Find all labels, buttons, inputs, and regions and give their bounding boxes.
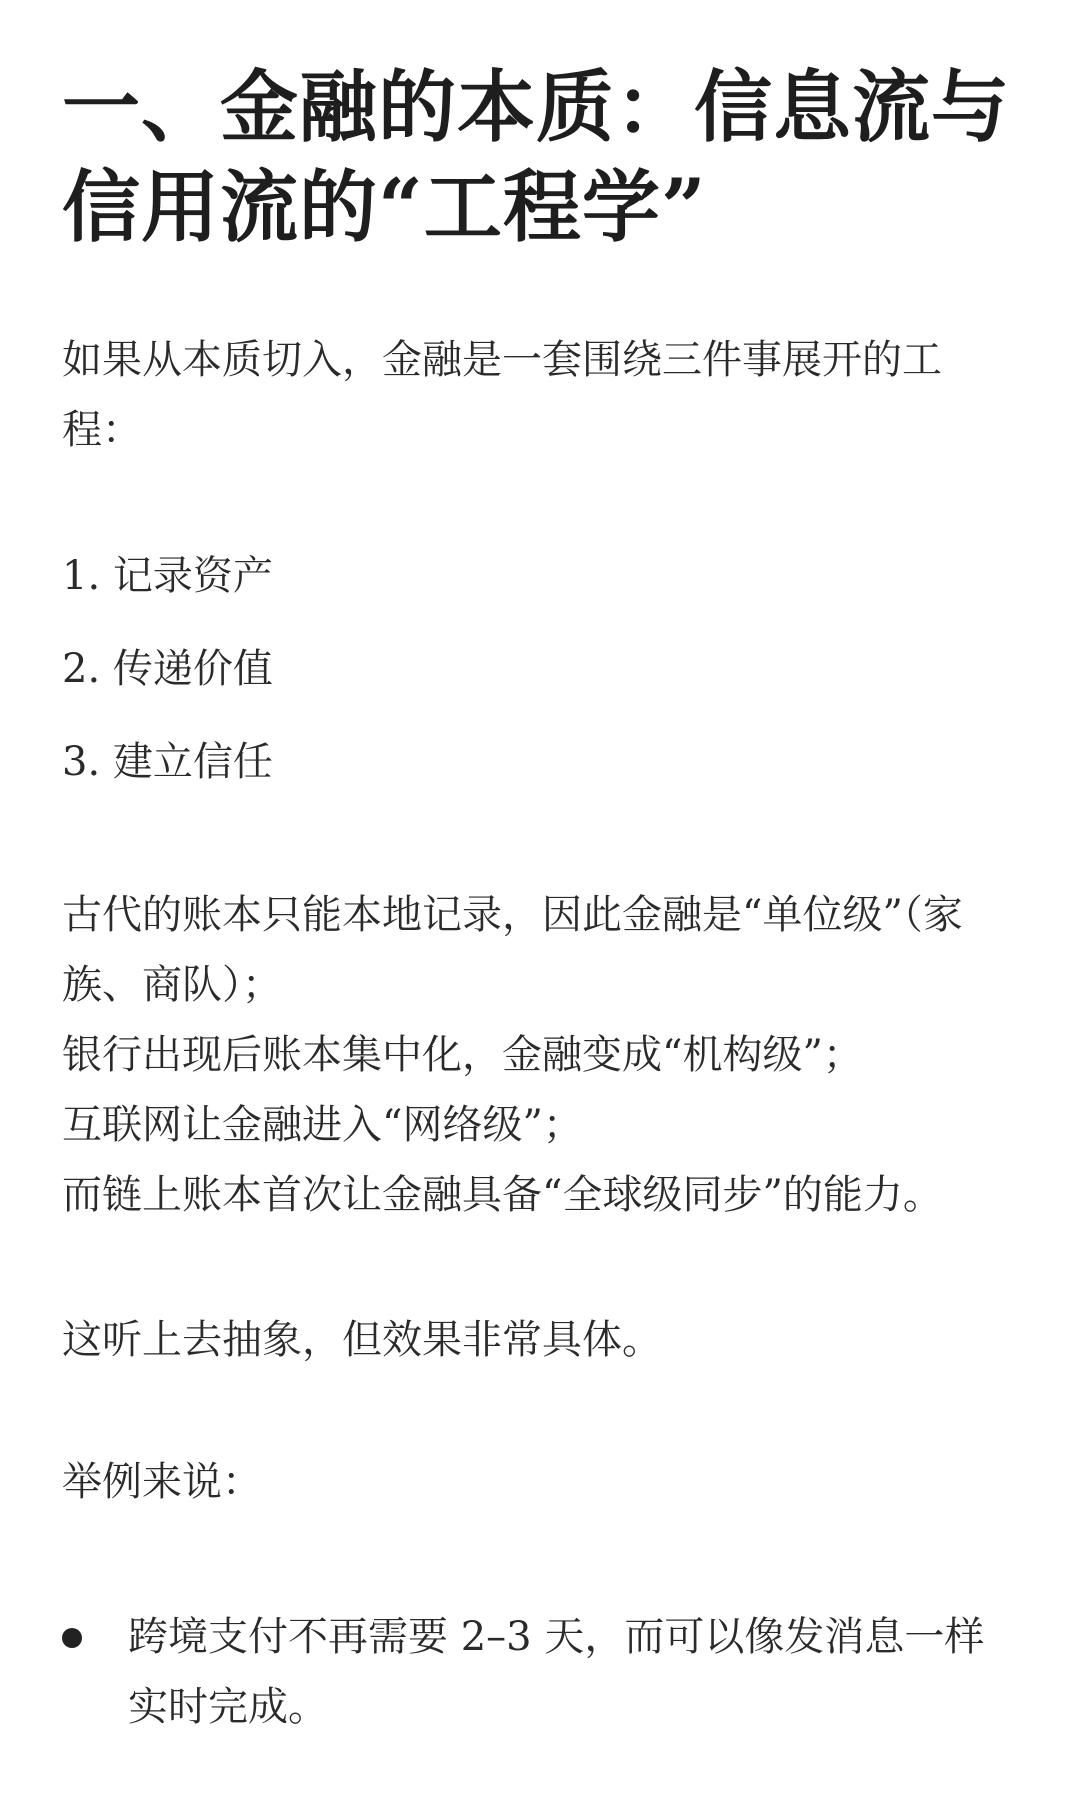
numbered-item-2: 2. 传递价值 — [62, 646, 273, 692]
section-heading-line-1: 一、金融的本质：信息流与 — [62, 62, 1011, 153]
history-line-4: 互联网让金融进入“网络级”； — [62, 1102, 583, 1148]
example-intro: 举例来说： — [62, 1459, 262, 1505]
bullet-line-1: 跨境支付不再需要 2–3 天，而可以像发消息一样 — [128, 1614, 985, 1660]
bullet-text — [128, 1602, 984, 1742]
history-line-3: 银行出现后账本集中化，金融变成“机构级”； — [62, 1032, 863, 1078]
history-line-1: 古代的账本只能本地记录，因此金融是“单位级”（家 — [62, 892, 963, 938]
bullet-line-2: 实时完成。 — [128, 1684, 328, 1730]
numbered-item-3: 3. 建立信任 — [62, 739, 273, 785]
history-paragraph — [62, 880, 963, 1230]
history-line-2: 族、商队）； — [62, 962, 282, 1008]
section-heading-line-2: 信用流的“工程学” — [62, 162, 707, 253]
intro-line-1: 如果从本质切入，金融是一套围绕三件事展开的工 — [62, 337, 942, 383]
intro-line-2: 程： — [62, 407, 142, 453]
numbered-item-1: 1. 记录资产 — [62, 553, 273, 599]
abstract-paragraph: 这听上去抽象，但效果非常具体。 — [62, 1317, 662, 1363]
bullet-dot-icon — [62, 1628, 82, 1648]
intro-paragraph — [62, 325, 942, 465]
section-heading — [62, 58, 1022, 258]
history-line-5: 而链上账本首次让金融具备“全球级同步”的能力。 — [62, 1172, 943, 1218]
